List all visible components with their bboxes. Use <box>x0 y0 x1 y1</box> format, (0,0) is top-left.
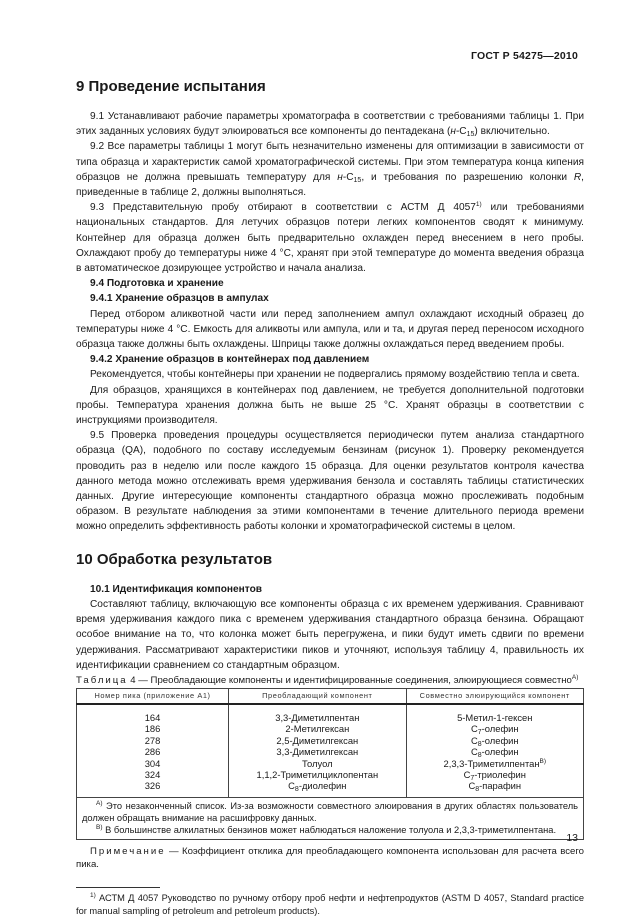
note <box>76 845 584 871</box>
paragraph-9-1: 9.1 Устанавливают рабочие параметры хроматографа в соответствии с требованиями таблицы 1. При этих заданных условиях будут элюироваться все компоненты до пентадекана $(н-C_{15})$ включительно. <box>76 111 584 139</box>
cell-peak-number: 286 <box>77 746 229 757</box>
table-4 <box>76 688 584 840</box>
standard-header: ГОСТ Р 54275—2010 <box>470 50 578 62</box>
page-number: 13 <box>566 832 578 844</box>
table-note-a: $^{A)}$ Это незаконченный список. Из-за возможности совместного элюирования в других областях пользователь должен обращать внимание на расшифровку данных. <box>82 799 578 823</box>
cell-coeluting-component: $C_7$-триолефин <box>406 769 583 780</box>
column-header-peak-number: Номер пика (приложение А1) <box>77 688 229 704</box>
paragraph-9-2: 9.2 Все параметры таблицы 1 могут быть незначительно изменены для оптимизации в зависимости от типа образца и характеристик самой хроматографической системы. При этом температура конца кипения образцов не должна превышать температуру для $н-C_{15}$, и требования по разрешению колонки R, приведенные в таблице 2, должны выполняться. <box>76 141 584 199</box>
section-10-title: 10 Обработка результатов <box>76 550 273 568</box>
cell-peak-number: 304 <box>77 758 229 769</box>
paragraph-9-3: 9.3 Представительную пробу отбирают в соответствии с АСТМ Д 4057$^{1)}$ или требованиями национальных стандартов. Для летучих образцов потери легких компонентов сводят к минимуму. Контейнер для образца должен быть предварительно охлажден перед внесением в него пробы. Охлаждают пробу до температуры ниже 4 °С, хранят при этой температуре до момента введения образца в автоматическое дозирующее устройство и начала анализа. <box>76 201 584 275</box>
note-text: — Коэффициент отклика для преобладающего компонента использован для расчета всего пика. <box>76 846 584 871</box>
cell-main-component: 1,1,2-Триметилциклопентан <box>229 769 406 780</box>
table-row <box>77 746 584 757</box>
heading-9-4-1: 9.4.1 Хранение образцов в ампулах <box>90 293 269 305</box>
table-header-row <box>77 688 584 704</box>
cell-peak-number: 164 <box>77 704 229 723</box>
page-body <box>76 74 584 917</box>
table-caption-word: Таблица <box>76 674 128 686</box>
cell-main-component: $C_8$-диолефин <box>229 780 406 797</box>
heading-9-4-2: 9.4.2 Хранение образцов в контейнерах под давлением <box>90 354 370 366</box>
cell-main-component: 3,3-Диметилпентан <box>229 704 406 723</box>
table-row <box>77 723 584 734</box>
table-notes-row <box>77 797 584 840</box>
cell-main-component: 2,5-Диметилгексан <box>229 735 406 746</box>
paragraph-9-4-2-a: Рекомендуется, чтобы контейнеры при хранении не подвергались прямому воздействию тепла и света. <box>90 369 580 381</box>
table-4-caption <box>76 674 584 687</box>
footnote-1: $^{1)}$ АСТМ Д 4057 Руководство по ручному отбору проб нефти и нефтепродуктов (ASTM D 4057, Standard practice for manual sampling of petroleum and petroleum products). <box>76 892 584 916</box>
cell-coeluting-component: $C_8$-парафин <box>406 780 583 797</box>
table-row <box>77 704 584 723</box>
note-label: Примечание <box>90 846 166 858</box>
cell-peak-number: 186 <box>77 723 229 734</box>
section-9-title: 9 Проведение испытания <box>76 78 266 95</box>
paragraph-9-4-1: Перед отбором аликвотной части или перед заполнением ампул охлаждают исходный образец до температуры ниже 4 °С. Емкость для аликвоты или ампула, или и та, и другая перед переносом исходного образца также должны быть охлаждены. Шприцы также должны охлаждаться перед введением пробы. <box>76 308 584 351</box>
table-notes-cell <box>77 797 584 840</box>
footnote-divider <box>76 887 160 888</box>
cell-peak-number: 326 <box>77 780 229 797</box>
table-row <box>77 780 584 797</box>
cell-main-component: Толуол <box>229 758 406 769</box>
cell-coeluting-component: $C_7$-олефин <box>406 723 583 734</box>
paragraph-10-1: Составляют таблицу, включающую все компоненты образца с их временем удерживания. Сравнивают время удерживания каждого пика с временем удерживания стандартного образца бензина. Обращают особое внимание на то, что колонка может быть перегружена, и пики будут иметь сдвиги по времени удерживания. Рассматривают характеристики пиков и уточняют, используя таблицу 4, правильность их идентификации сравнением со стандартным образцом. <box>76 598 584 671</box>
heading-10-1: 10.1 Идентификация компонентов <box>90 583 262 595</box>
table-caption-text: 4 — Преобладающие компоненты и идентифицированные соединения, элюирующиеся совместно$^{A)}$ <box>130 673 579 686</box>
column-header-main-component: Преобладающий компонент <box>229 688 406 704</box>
cell-main-component: 3,3-Диметилгексан <box>229 746 406 757</box>
paragraph-9-4-2-b: Для образцов, хранящихся в контейнерах под давлением, не требуется дополнительной подготовки пробы. Температура хранения должна быть не выше 25 °С. Хранят образцы в соответствии с инструкциями производителя. <box>76 384 584 427</box>
cell-coeluting-component: $C_8$-олефин <box>406 735 583 746</box>
cell-coeluting-component: 2,3,3-Триметилпентан$^{B)}$ <box>406 758 583 769</box>
table-note-b: $^{B)}$ В большинстве алкилатных бензинов может наблюдаться наложение толуола и 2,3,3-триметилпентана. <box>96 824 557 836</box>
cell-main-component: 2-Метилгексан <box>229 723 406 734</box>
table-row <box>77 735 584 746</box>
cell-peak-number: 324 <box>77 769 229 780</box>
cell-peak-number: 278 <box>77 735 229 746</box>
table-row <box>77 769 584 780</box>
heading-9-4: 9.4 Подготовка и хранение <box>90 278 224 290</box>
table-row <box>77 758 584 769</box>
paragraph-9-5: 9.5 Проверка проведения процедуры осуществляется периодически путем анализа стандартного образца (QA), подобного по составу исследуемым бензинам (рисунок 1). Проверку рекомендуется проводить раз в неделю или после каждого 15 образца. Для оценки результатов контроля качества данного метода можно отслеживать время удерживания бензола и составлять таблицы статистических данных. Другие интересующие компоненты стандартного образца можно прослеживать подобным образом. В результате наблюдения за этими компонентами в течение длительного периода времени можно определить эффективность работы колонки и хроматографической системы в целом. <box>76 430 584 533</box>
column-header-coeluting-component: Совместно элюирующийся компонент <box>406 688 583 704</box>
cell-coeluting-component: $C_8$-олефин <box>406 746 583 757</box>
cell-coeluting-component: 5-Метил-1-гексен <box>406 704 583 723</box>
